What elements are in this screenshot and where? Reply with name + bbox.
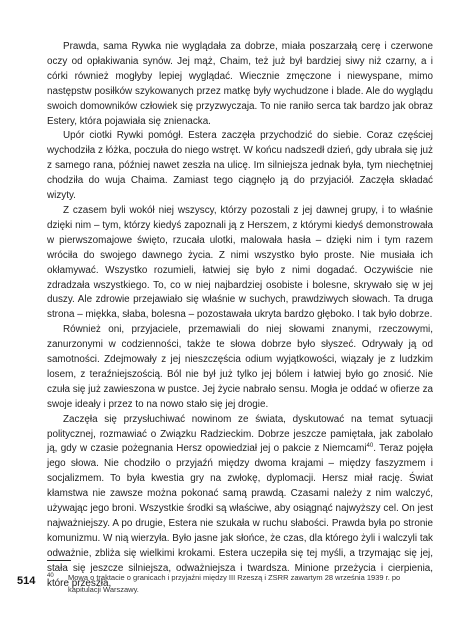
footnote-divider: [47, 560, 71, 561]
paragraph-5: Zaczęła się przysłuchiwać nowinom ze świata, dyskutować na temat sytuacji politycznej, rozmawiać o Związku Radzieckim. Dobrze jeszcze pamiętała, jak zabolało ją, gdy w czasie pożegnania Hersz opowiedział jej o pakcie z Niemcami$^{40}$. Teraz pojęła jego słowa. Nie chodziło o przyjaźń między dwoma krajami – między faszyzmem i socjalizmem. To była kwestia gry na zwłokę, dyplomacji. Hersz miał rację. Świat kłamstwa nie zawsze można pokonać samą prawdą. Czasami należy z nim walczyć, używając jego broni. Wszystkie środki są właściwe, aby osiągnąć najwyższy cel. On jest najważniejszy. A po drugie, Estera nie szukała w ruchu słabości. Prawda była po stronie komunizmu. W nią wierzyła. Było jasne jak słońce, że czas, dla którego żyli i walczyli tak odważnie, zbliża się wielkimi krokami. Estera uczepiła się tej myśli, a trzymając się jej, stała się jeszcze silniejsza, odważniejsza i twardsza. Minione przeżycia i cierpienia, które przeszła,: [47, 413, 434, 589]
main-text: [47, 40, 433, 592]
paragraph-5-continuation: Teraz pojęła jego słowa. Nie chodziło o przyjaźń między dwoma krajami – między faszyzmem i socjalizmem. To była kwestia gry na zwłokę, dyplomacji. Hersz miał rację. Świat kłamstwa nie zawsze można pokonać samą prawdą. Czasami należy z nim walczyć, używając jego broni. Wszystkie środki są właściwe, aby osiągnąć najwyższy cel. On jest najważniejszy. A po drugie, Estera nie szukała w ruchu słabości. Prawda była po stronie komunizmu. W nią wierzyła. Było jasne jak słońce, że czas, dla którego żyli i walczyli tak odważnie, zbliża się wielkimi krokami. Estera uczepiła się tej myśli, a trzymając się jej, stała się jeszcze silniejsza, odważniejsza i twardsza. Minione przeżycia i cierpienia, które przeszła,: [47, 443, 434, 589]
footnote: [47, 572, 433, 595]
paragraph-1: Prawda, sama Rywka nie wyglądała za dobrze, miała poszarzałą cerę i czerwone oczy od opłakiwania synów. Jej mąż, Chaim, też już był bardziej siwy niż czarny, a i córki również mogłyby lepiej wyglądać. Wiecznie zmęczone i niewyspane, mimo następstw posiłków szykowanych przez matkę były wychudzone i blade. Ale do wyglądu swoich domowników człowiek się przyzwyczaja. To nie raniło serca tak bardzo jak obraz Estery, która pojawiała się znienacka.: [47, 41, 433, 127]
footnote-text: Mowa o traktacie o granicach i przyjaźni między III Rzeszą i ZSRR zawartym 28 września 1939 r. po kapitulacji Warszawy.: [68, 573, 401, 594]
paragraph-3: Z czasem byli wokół niej wszyscy, którzy pozostali z jej dawnej grupy, i to właśnie dzięki nim – tym, którzy kiedyś zapoznali ją z Herszem, z którymi kiedyś demonstrowała w pierwszomajowe święto, rzucała ulotki, malowała hasła – dzięki nim i tym razem wróciła do swojego dawnego życia. Z nimi wszystko było proste. Nie musiała ich okłamywać. Wszystko rozumieli, łatwiej się było z nimi dogadać. Oczywiście nie zdradzała wszystkiego. To, co w niej najbardziej osobiste i bolesne, skrywało się w jej duszy. Ale zdrowie przejawiało się właśnie w suchych, prawdziwych słowach. Ta druga strona – miękka, słaba, bolesna – pozostawała ukryta bardzo głęboko. I tak było dobrze.: [47, 204, 433, 321]
footnote-number: 40: [47, 573, 54, 579]
paragraph-2: Upór ciotki Rywki pomógł. Estera zaczęła przychodzić do siebie. Coraz częściej wychodziła z łóżka, poczuła do niego wstręt. W końcu nadszedł dzień, gdy ubrała się już z samego rana, później nawet zeszła na ulicę. Im silniejsza jednak była, tym niechętniej chodziła do wuja Chaima. Zamiast tego ciągnęło ją do przyjaciół. Zaczęła składać wizyty.: [47, 130, 433, 202]
paragraph-4: Również oni, przyjaciele, przemawiali do niej słowami znanymi, rzeczowymi, zanurzonymi w codzienności, także te słowa dobrze było słyszeć. Odrywały ją od samotności. Zdejmowały z jej nieszczęścia odium wyjątkowości, wiązały je z ludzkim losem, z teraźniejszością. Ból nie był już tylko jej bólem i łatwiej było go znosić. Nie czuła się już zawieszona w pustce. Jej życie nabrało sensu. Mogła je oddać w ofierze za swoje ideały i przez to na nowo stało się jej drogie.: [47, 324, 433, 410]
page-number: 514: [17, 575, 36, 587]
paragraph-5-text: Zaczęła się przysłuchiwać nowinom ze świata, dyskutować na temat sytuacji politycznej, rozmawiać o Związku Radzieckim. Dobrze jeszcze pamiętała, jak zabolało ją, gdy w czasie pożegnania Hersz opowiedział jej o pakcie z Niemcami: [47, 413, 433, 455]
footnote-reference[interactable]: 40: [366, 443, 374, 450]
